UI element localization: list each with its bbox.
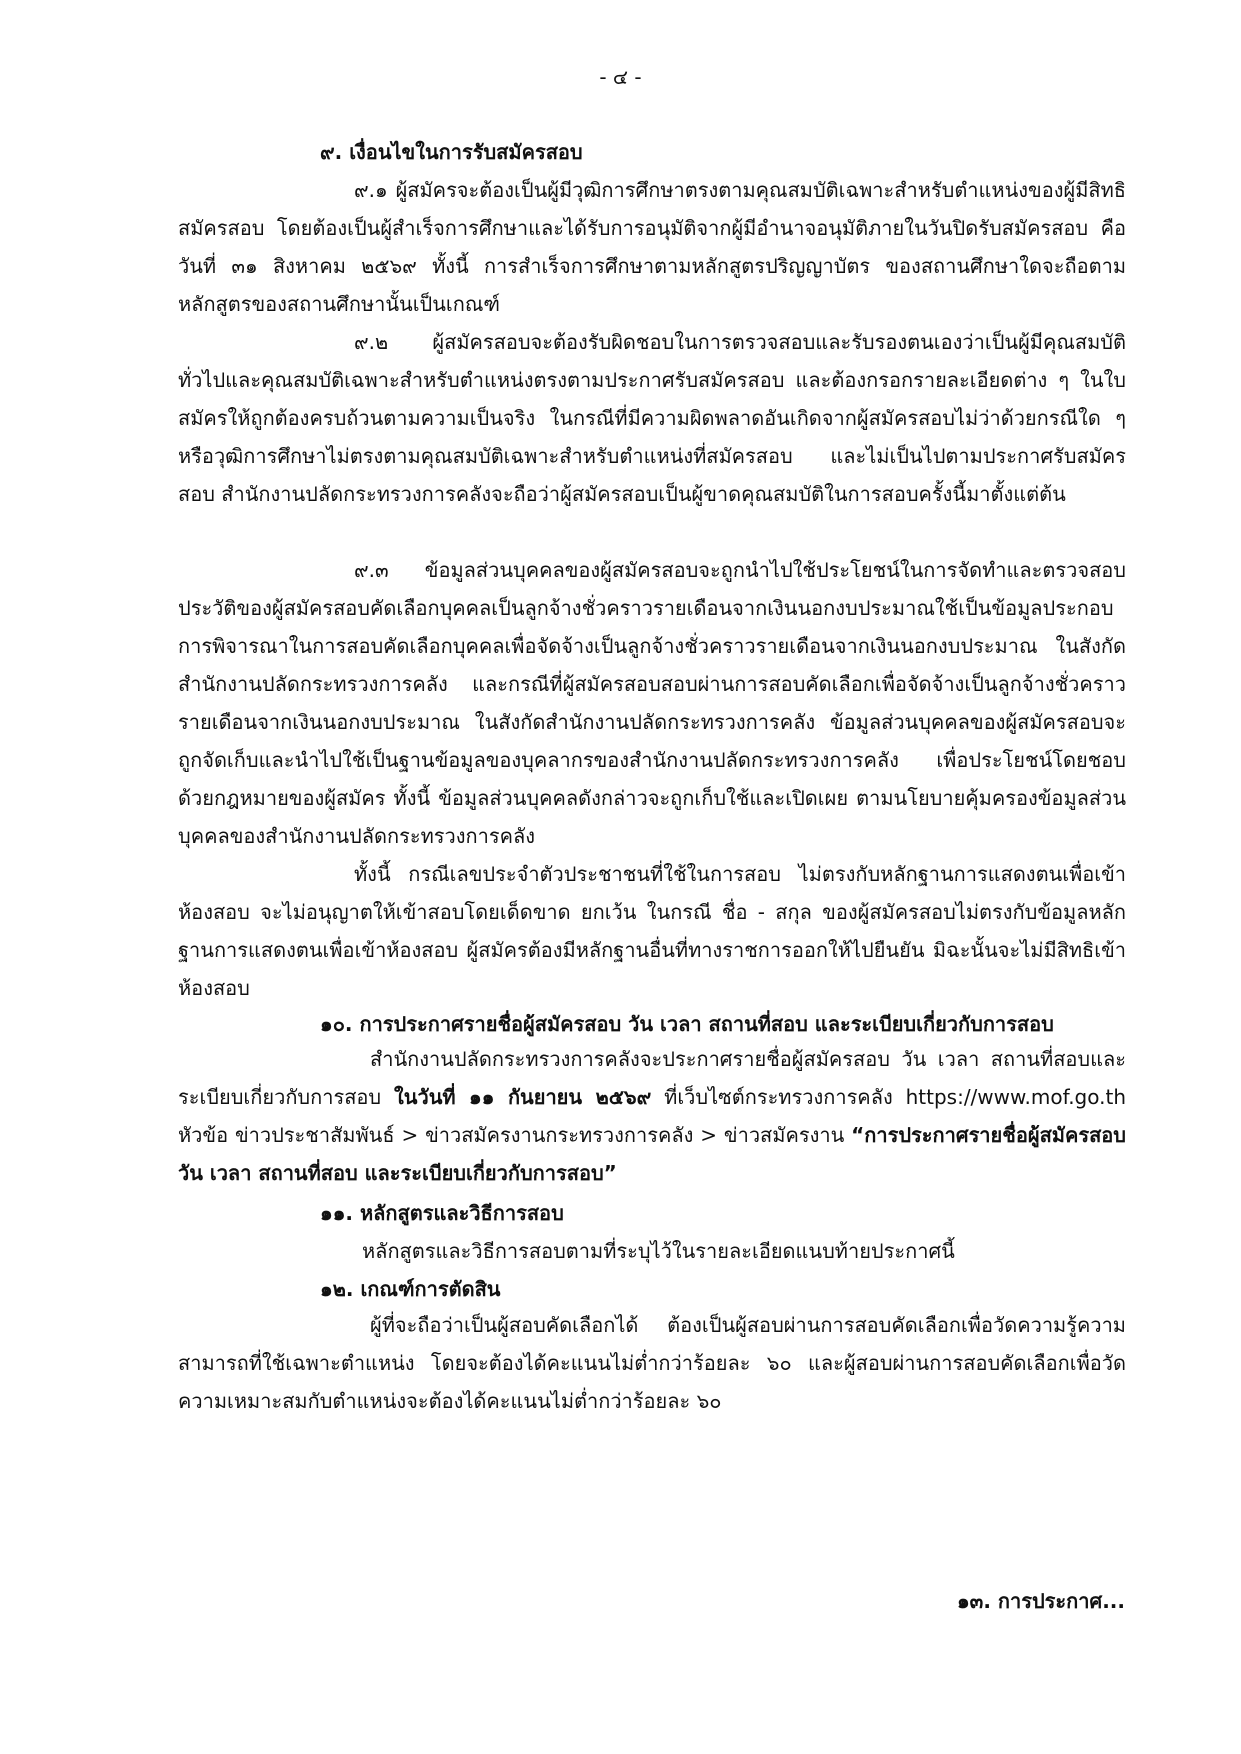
section-10-text-a: สำนักงานปลัดกระทรวงการคลังจะประกาศรายชื่อผู้สมัครสอบ วัน เวลา สถานที่สอบและระเบียบเกี่ยวกับการสอบ [178, 1047, 1126, 1109]
announcement-date: ในวันที่ ๑๑ กันยายน ๒๕๖๙ [394, 1085, 652, 1109]
continuation-note: ๑๓. การประกาศ... [956, 1589, 1125, 1613]
section-11-text: หลักสูตรและวิธีการสอบตามที่ระบุไว้ในรายละเอียดแนบท้ายประกาศนี้ [362, 1239, 955, 1263]
section-9-heading: ๙. เงื่อนไขในการรับสมัครสอบ [320, 140, 583, 164]
section-9-note-paragraph: ทั้งนี้ กรณีเลขประจำตัวประชาชนที่ใช้ในการสอบ ไม่ตรงกับหลักฐานการแสดงตนเพื่อเข้าห้องสอบ จะไม่อนุญาตให้เข้าสอบโดยเด็ดขาด ยกเว้น ในกรณี ชื่อ - สกุล ของผู้สมัครสอบไม่ตรงกับข้อมูลหลักฐานการแสดงตนเพื่อเข้าห้องสอบ ผู้สมัครต้องมีหลักฐานอื่นที่ทางราชการออกให้ไปยืนยัน มิฉะนั้นจะไม่มีสิทธิเข้าห้องสอบ [178, 862, 1126, 1000]
section-11-heading: ๑๑. หลักสูตรและวิธีการสอบ [320, 1201, 564, 1225]
announcement-title: “การประกาศรายชื่อผู้สมัครสอบ วัน เวลา สถานที่สอบ และระเบียบเกี่ยวกับการสอบ” [178, 1123, 1126, 1185]
page-number: - ๔ - [599, 65, 642, 89]
section-9-2-paragraph: ๙.๒ ผู้สมัครสอบจะต้องรับผิดชอบในการตรวจสอบและรับรองตนเองว่าเป็นผู้มีคุณสมบัติทั่วไปและคุณสมบัติเฉพาะสำหรับตำแหน่งตรงตามประกาศรับสมัครสอบ และต้องกรอกรายละเอียดต่าง ๆ ในใบสมัครให้ถูกต้องครบถ้วนตามความเป็นจริง ในกรณีที่มีความผิดพลาดอันเกิดจากผู้สมัครสอบไม่ว่าด้วยกรณีใด ๆ หรือวุฒิการศึกษาไม่ตรงตามคุณสมบัติเฉพาะสำหรับตำแหน่งที่สมัครสอบ และไม่เป็นไปตามประกาศรับสมัครสอบ สำนักงานปลัดกระทรวงการคลังจะถือว่าผู้สมัครสอบเป็นผู้ขาดคุณสมบัติในการสอบครั้งนี้มาตั้งแต่ต้น [178, 330, 1126, 506]
section-10-heading: ๑๐. การประกาศรายชื่อผู้สมัครสอบ วัน เวลา สถานที่สอบ และระเบียบเกี่ยวกับการสอบ [320, 1012, 1054, 1036]
section-9-3-paragraph: ๙.๓ ข้อมูลส่วนบุคคลของผู้สมัครสอบจะถูกนำไปใช้ประโยชน์ในการจัดทำและตรวจสอบประวัติของผู้สมัครสอบคัดเลือกบุคคลเป็นลูกจ้างชั่วคราวรายเดือนจากเงินนอกงบประมาณใช้เป็นข้อมูลประกอบการพิจารณาในการสอบคัดเลือกบุคคลเพื่อจัดจ้างเป็นลูกจ้างชั่วคราวรายเดือนจากเงินนอกงบประมาณ ในสังกัดสำนักงานปลัดกระทรวงการคลัง และกรณีที่ผู้สมัครสอบสอบผ่านการสอบคัดเลือกเพื่อจัดจ้างเป็นลูกจ้างชั่วคราวรายเดือนจากเงินนอกงบประมาณ ในสังกัดสำนักงานปลัดกระทรวงการคลัง ข้อมูลส่วนบุคคลของผู้สมัครสอบจะถูกจัดเก็บและนำไปใช้เป็นฐานข้อมูลของบุคลากรของสำนักงานปลัดกระทรวงการคลัง เพื่อประโยชน์โดยชอบด้วยกฎหมายของผู้สมัคร ทั้งนี้ ข้อมูลส่วนบุคคลดังกล่าวจะถูกเก็บใช้และเปิดเผย ตามนโยบายคุ้มครองข้อมูลส่วนบุคคลของสำนักงานปลัดกระทรวงการคลัง [178, 558, 1126, 848]
section-9-1-paragraph: ๙.๑ ผู้สมัครจะต้องเป็นผู้มีวุฒิการศึกษาตรงตามคุณสมบัติเฉพาะสำหรับตำแหน่งของผู้มีสิทธิสมัครสอบ โดยต้องเป็นผู้สำเร็จการศึกษาและได้รับการอนุมัติจากผู้มีอำนาจอนุมัติภายในวันปิดรับสมัครสอบ คือ วันที่ ๓๑ สิงหาคม ๒๕๖๙ ทั้งนี้ การสำเร็จการศึกษาตามหลักสูตรปริญญาบัตร ของสถานศึกษาใดจะถือตามหลักสูตรของสถานศึกษานั้นเป็นเกณฑ์ [178, 178, 1126, 316]
section-10-text-b: ที่เว็บไซต์กระทรวงการคลัง https://www.mof.go.th หัวข้อ ข่าวประชาสัมพันธ์ > ข่าวสมัครงานกระทรวงการคลัง > ข่าวสมัครงาน [178, 1085, 1127, 1147]
section-12-paragraph: ผู้ที่จะถือว่าเป็นผู้สอบคัดเลือกได้ ต้องเป็นผู้สอบผ่านการสอบคัดเลือกเพื่อวัดความรู้ความสามารถที่ใช้เฉพาะตำแหน่ง โดยจะต้องได้คะแนนไม่ต่ำกว่าร้อยละ ๖๐ และผู้สอบผ่านการสอบคัดเลือกเพื่อวัดความเหมาะสมกับตำแหน่งจะต้องได้คะแนนไม่ต่ำกว่าร้อยละ ๖๐ [178, 1313, 1126, 1413]
section-10-paragraph [178, 1040, 1126, 1192]
section-12-heading: ๑๒. เกณฑ์การตัดสิน [320, 1277, 501, 1301]
